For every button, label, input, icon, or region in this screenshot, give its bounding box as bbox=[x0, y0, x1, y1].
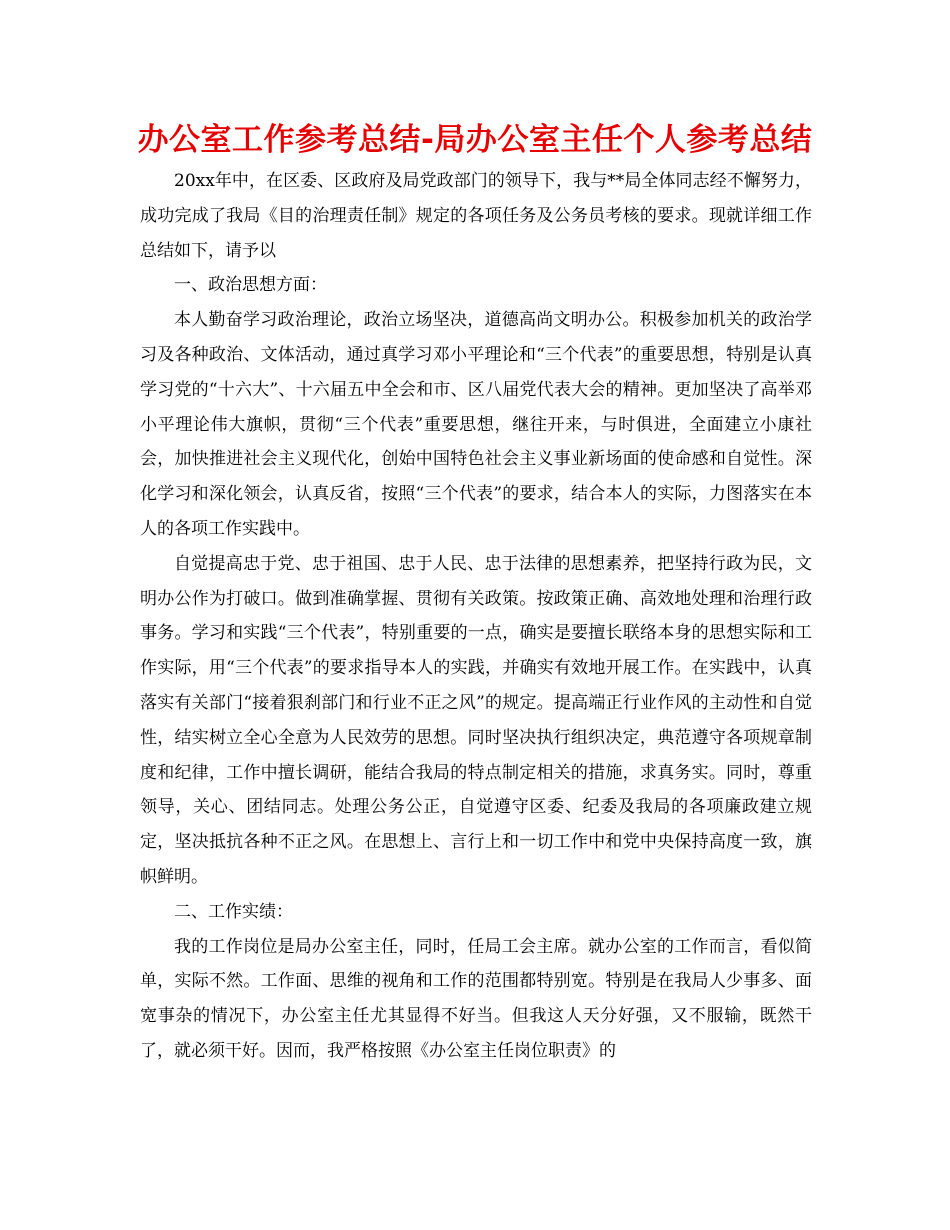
paragraph-political-practice: 自觉提高忠于党、忠于祖国、忠于人民、忠于法律的思想素养，把坚持行政为民，文明办公作为打破口。做到准确掌握、贯彻有关政策。按政策正确、高效地处理和治理行政事务。学习和实践“三个代表”，特别重要的一点，确实是要擅长联络本身的思想实际和工作实际，用“三个代表”的要求指导本人的实践，并确实有效地开展工作。在实践中，认真落实有关部门“接着狠刹部门和行业不正之风”的规定。提高端正行业作风的主动性和自觉性，结实树立全心全意为人民效劳的思想。同时坚决执行组织决定，典范遵守各项规章制度和纪律，工作中擅长调研，能结合我局的特点制定相关的措施，求真务实。同时，尊重领导，关心、团结同志。处理公务公正，自觉遵守区委、纪委及我局的各项廉政建立规定，坚决抵抗各种不正之风。在思想上、言行上和一切工作中和党中央保持高度一致，旗帜鲜明。 bbox=[140, 553, 812, 887]
paragraph-intro: 20xx年中，在区委、区政府及局党政部门的领导下，我与**局全体同志经不懈努力，成功完成了我局《目的治理责任制》规定的各项任务及公务员考核的要求。现就详细工作总结如下，请予以 bbox=[140, 171, 812, 261]
document-title: 办公室工作参考总结-局办公室主任个人参考总结 bbox=[137, 122, 813, 158]
paragraph-political-study: 本人勤奋学习政治理论，政治立场坚决，道德高尚文明办公。积极参加机关的政治学习及各种政治、文体活动，通过真学习邓小平理论和“三个代表”的重要思想，特别是认真学习党的“十六大”、十六届五中全会和市、区八届党代表大会的精神。更加坚决了高举邓小平理论伟大旗帜，贯彻“三个代表”重要思想，继往开来，与时俱进，全面建立小康社会，加快推进社会主义现代化，创始中国特色社会主义事业新场面的使命感和自觉性。深化学习和深化领会，认真反省，按照“三个代表”的要求，结合本人的实际，力图落实在本人的各项工作实践中。 bbox=[140, 310, 812, 539]
document-body bbox=[140, 164, 812, 1069]
section-heading-achievements: 二、工作实绩： bbox=[174, 901, 293, 922]
paragraph-achievements: 我的工作岗位是局办公室主任，同时，任局工会主席。就办公室的工作而言，看似简单，实际不然。工作面、思维的视角和工作的范围都特别宽。特别是在我局人少事多、面宽事杂的情况下，办公室主任尤其显得不好当。但我这人天分好强，又不服输，既然干了，就必须干好。因而，我严格按照《办公室主任岗位职责》的 bbox=[140, 936, 812, 1061]
section-heading-political: 一、政治思想方面： bbox=[174, 275, 327, 296]
